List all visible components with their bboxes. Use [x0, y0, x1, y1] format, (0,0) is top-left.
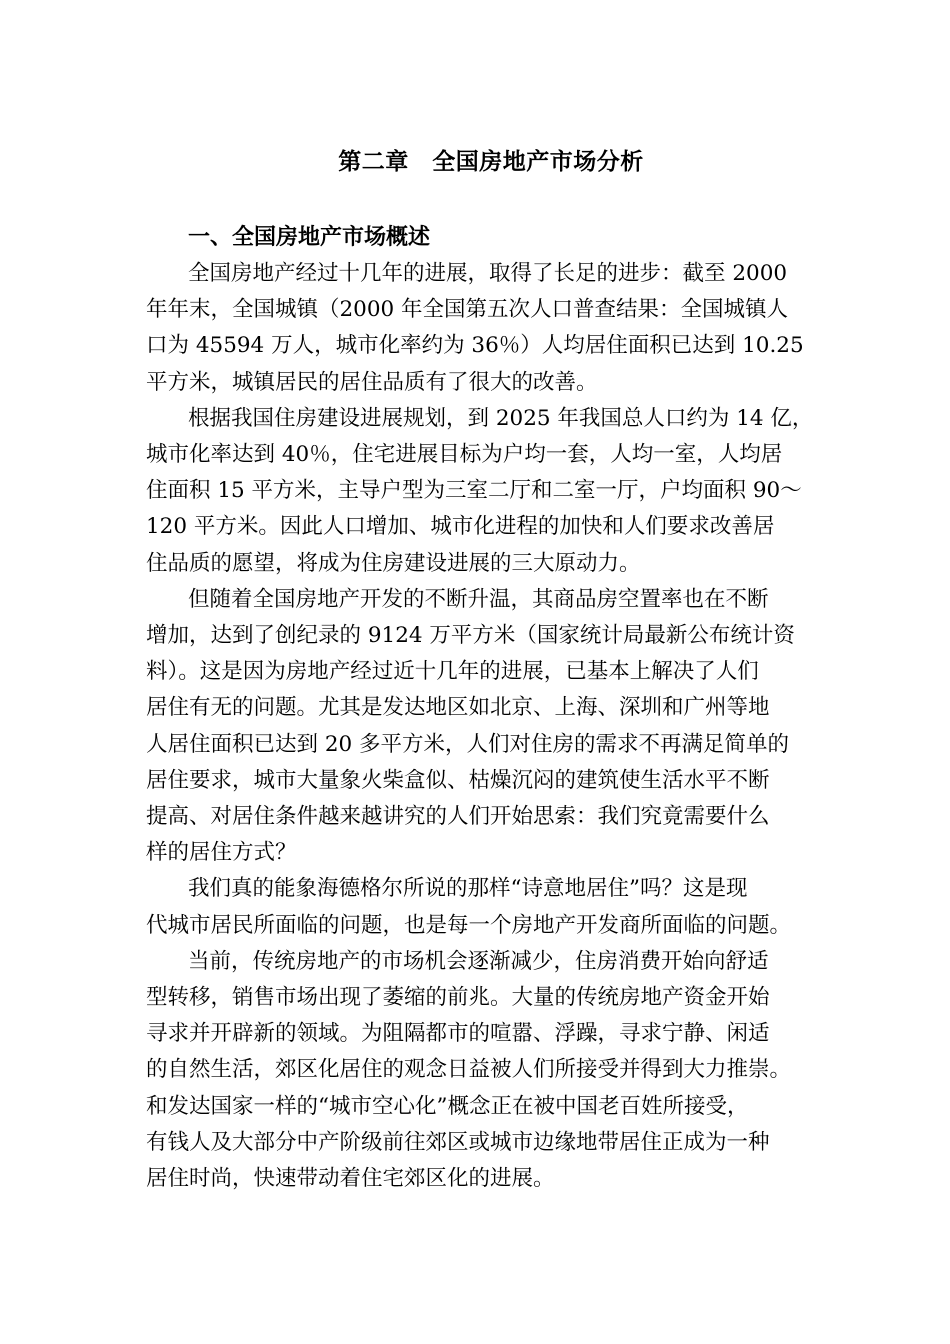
- text-line: 根据我国住房建设进展规划，到 2025 年我国总人口约为 14 亿，: [188, 405, 814, 431]
- text-line: 样的居住方式？: [146, 840, 297, 866]
- text-line: 提高、对居住条件越来越讲究的人们开始思索：我们究竟需要什么: [146, 804, 770, 830]
- paragraph-5: [146, 944, 816, 1197]
- text-line: 居住要求，城市大量象火柴盒似、枯燥沉闷的建筑使生活水平不断: [146, 767, 770, 793]
- text-line: 全国房地产经过十几年的进展，取得了长足的进步：截至 2000: [188, 261, 788, 286]
- chapter-title: 第二章 全国房地产市场分析: [338, 148, 644, 175]
- body-text: [146, 256, 816, 1197]
- text-line: 和发达国家一样的“城市空心化”概念正在被中国老百姓所接受，: [146, 1093, 749, 1119]
- text-line: 有钱人及大部分中产阶级前往郊区或城市边缘地带居住正成为一种: [146, 1129, 770, 1155]
- text-line: 料）。这是因为房地产经过近十几年的进展，已基本上解决了人们: [146, 659, 759, 685]
- text-line: 但随着全国房地产开发的不断升温，其商品房空置率也在不断: [188, 586, 769, 612]
- text-line: 型转移，销售市场出现了萎缩的前兆。大量的传统房地产资金开始: [146, 985, 770, 1011]
- text-line: 当前，传统房地产的市场机会逐渐减少，住房消费开始向舒适: [188, 948, 769, 974]
- text-line: 代城市居民所面临的问题，也是每一个房地产开发商所面临的问题。: [146, 912, 792, 938]
- text-line: 年年末，全国城镇（2000 年全国第五次人口普查结果：全国城镇人: [146, 297, 789, 323]
- paragraph-1: [146, 256, 816, 401]
- text-line: 城市化率达到 40％，住宅进展目标为户均一套，人均一室，人均居: [146, 442, 783, 468]
- text-line: 住面积 15 平方米，主导户型为三室二厅和二室一厅，户均面积 90～: [146, 478, 802, 504]
- text-line: 居住时尚，快速带动着住宅郊区化的进展。: [146, 1166, 555, 1192]
- text-line: 寻求并开辟新的领域。为阻隔都市的喧嚣、浮躁，寻求宁静、闲适: [146, 1021, 770, 1047]
- text-line: 住品质的愿望，将成为住房建设进展的三大原动力。: [146, 550, 641, 576]
- text-line: 居住有无的问题。尤其是发达地区如北京、上海、深圳和广州等地: [146, 695, 770, 721]
- text-line: 120 平方米。因此人口增加、城市化进程的加快和人们要求改善居: [146, 514, 775, 540]
- text-line: 的自然生活，郊区化居住的观念日益被人们所接受并得到大力推崇。: [146, 1057, 792, 1083]
- section-heading: 一、全国房地产市场概述: [188, 224, 431, 250]
- text-line: 口为 45594 万人，城市化率约为 36％）人均居住面积已达到 10.25: [146, 333, 804, 359]
- text-line: 增加，达到了创纪录的 9124 万平方米（国家统计局最新公布统计资: [146, 623, 795, 649]
- paragraph-4: [146, 871, 816, 943]
- text-line: 我们真的能象海德格尔所说的那样“诗意地居住”吗？这是现: [188, 876, 748, 902]
- text-line: 平方米，城镇居民的居住品质有了很大的改善。: [146, 369, 598, 395]
- paragraph-3: [146, 582, 816, 872]
- text-line: 人居住面积已达到 20 多平方米，人们对住房的需求不再满足简单的: [146, 731, 790, 757]
- paragraph-2: [146, 401, 816, 582]
